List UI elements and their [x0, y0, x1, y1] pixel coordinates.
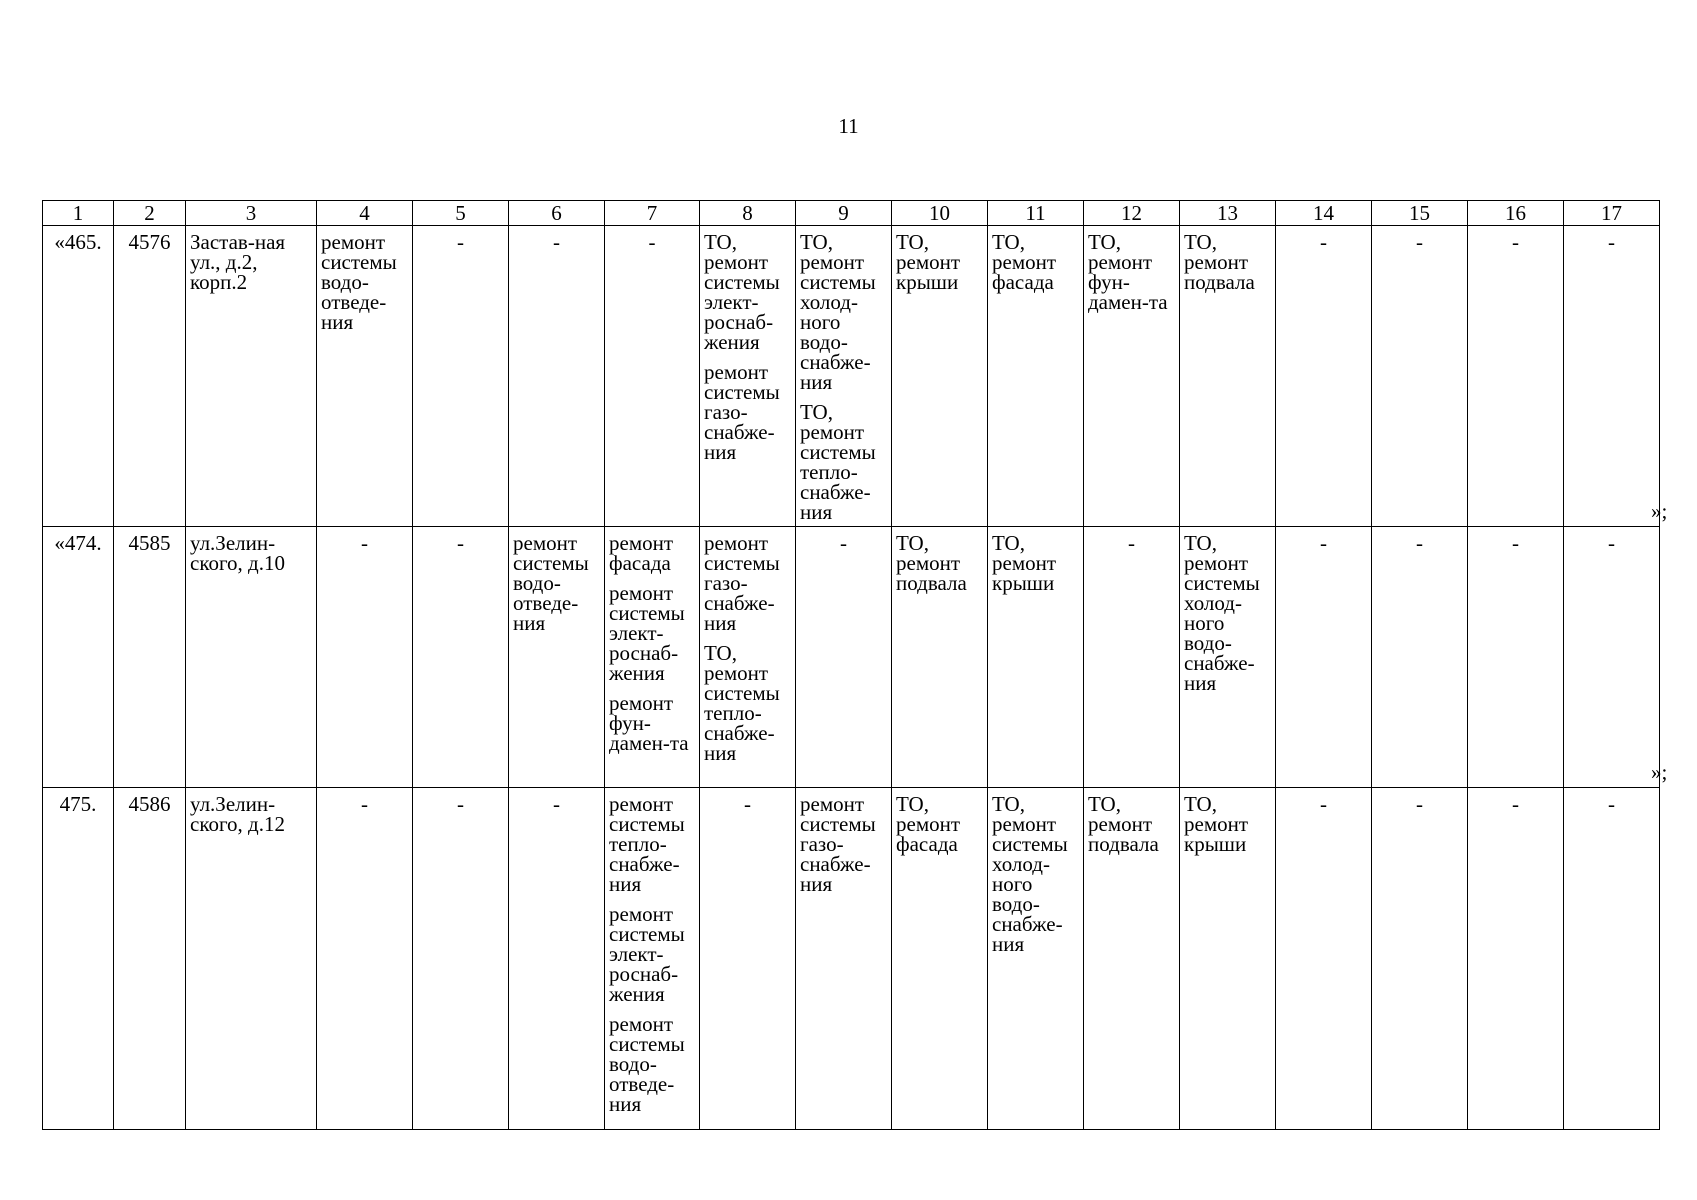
cell-text: ремонт системы водо-отведе-ния	[321, 230, 397, 334]
column-number-header: 3	[186, 201, 317, 226]
table-cell	[700, 788, 796, 1130]
table-cell	[892, 788, 988, 1130]
table-cell	[1084, 788, 1180, 1130]
table-row	[43, 788, 1660, 1130]
cell-text: ремонт фасада	[609, 531, 674, 575]
cell-text: -	[1320, 792, 1327, 816]
cell-text: -	[1512, 792, 1519, 816]
cell-text: -	[840, 531, 847, 555]
table-cell	[114, 226, 186, 527]
table-cell	[186, 788, 317, 1130]
table-cell	[1180, 226, 1276, 527]
cell-text: ремонт системы тепло-снабже-ния	[609, 792, 685, 896]
table-cell	[988, 226, 1084, 527]
table-cell	[700, 527, 796, 788]
table-cell	[892, 527, 988, 788]
cell-text: -	[1512, 531, 1519, 555]
table-cell	[1564, 226, 1660, 527]
cell-text: -	[1128, 531, 1135, 555]
cell-text: -	[1416, 792, 1423, 816]
table-row	[43, 527, 1660, 788]
table-cell	[1468, 226, 1564, 527]
cell-text: ТО, ремонт системы холод-ного водо-снабже-ния	[800, 230, 876, 394]
cell-text: ТО, ремонт фасада	[992, 230, 1057, 294]
cell-text: 475.	[59, 792, 97, 816]
cell-text: -	[1416, 531, 1423, 555]
cell-text: ТО, ремонт системы тепло-снабже-ния	[704, 641, 780, 765]
cell-text: ул.Зелин-ского, д.12	[190, 792, 285, 836]
table-cell	[988, 788, 1084, 1130]
column-number-header: 14	[1276, 201, 1372, 226]
cell-text: -	[361, 792, 368, 816]
column-number-header: 9	[796, 201, 892, 226]
cell-text: ТО, ремонт фасада	[896, 792, 961, 856]
table-cell	[796, 226, 892, 527]
cell-text: ТО, ремонт подвала	[896, 531, 967, 595]
cell-text: 4586	[128, 792, 171, 816]
table-cell	[317, 788, 413, 1130]
page-number: 11	[838, 114, 859, 138]
table-cell	[509, 226, 605, 527]
table-cell	[1084, 226, 1180, 527]
table-cell	[317, 527, 413, 788]
cell-text: -	[1320, 531, 1327, 555]
cell-text: ТО, ремонт крыши	[1184, 792, 1249, 856]
cell-text: -	[1416, 230, 1423, 254]
cell-text: Застав-ная ул., д.2, корп.2	[190, 230, 286, 294]
table-cell	[1468, 788, 1564, 1130]
table-row	[43, 226, 1660, 527]
cell-text: ремонт системы газо-снабже-ния	[704, 531, 780, 635]
closing-quote-mark: »;	[1651, 499, 1668, 523]
cell-text: ул.Зелин-ского, д.10	[190, 531, 285, 575]
table-cell	[43, 788, 114, 1130]
column-number-header: 7	[605, 201, 700, 226]
cell-text: -	[1608, 792, 1615, 816]
table-cell	[114, 527, 186, 788]
column-number-header: 10	[892, 201, 988, 226]
cell-text: ремонт системы водо-отведе-ния	[609, 1012, 685, 1116]
cell-text: -	[361, 531, 368, 555]
cell-text: ремонт системы газо-снабже-ния	[800, 792, 876, 896]
table-cell	[1084, 527, 1180, 788]
cell-text: -	[457, 531, 464, 555]
cell-text: -	[1512, 230, 1519, 254]
column-number-header: 8	[700, 201, 796, 226]
cell-text: ТО, ремонт системы холод-ного водо-снабже-ния	[992, 792, 1068, 956]
cell-text: -	[553, 792, 560, 816]
table-cell	[605, 788, 700, 1130]
cell-text: ремонт системы газо-снабже-ния	[704, 360, 780, 464]
table-cell	[1564, 788, 1660, 1130]
cell-text: -	[1608, 531, 1615, 555]
table-cell	[1180, 788, 1276, 1130]
column-number-header: 4	[317, 201, 413, 226]
table-cell	[1372, 226, 1468, 527]
table-cell	[988, 527, 1084, 788]
table-cell	[605, 527, 700, 788]
column-number-header: 13	[1180, 201, 1276, 226]
repair-schedule-table	[42, 200, 1660, 1130]
cell-text: -	[1320, 230, 1327, 254]
table-cell	[1564, 527, 1660, 788]
cell-text: ремонт системы элект-роснаб-жения	[609, 581, 685, 685]
column-number-header: 11	[988, 201, 1084, 226]
cell-text: -	[744, 792, 751, 816]
cell-text: ремонт системы водо-отведе-ния	[513, 531, 589, 635]
column-number-header: 12	[1084, 201, 1180, 226]
cell-text: ТО, ремонт фун-дамен-та	[1088, 230, 1168, 314]
table-cell	[1372, 788, 1468, 1130]
table-cell	[413, 226, 509, 527]
cell-text: ремонт системы элект-роснаб-жения	[609, 902, 685, 1006]
table-cell	[1276, 226, 1372, 527]
table-cell	[1372, 527, 1468, 788]
table-cell	[892, 226, 988, 527]
cell-text: «465.	[54, 230, 102, 254]
table-cell	[114, 788, 186, 1130]
cell-text: -	[648, 230, 656, 254]
table-cell	[43, 527, 114, 788]
table-cell	[1276, 788, 1372, 1130]
table-cell	[1468, 527, 1564, 788]
table-cell	[413, 788, 509, 1130]
column-number-header: 15	[1372, 201, 1468, 226]
table-cell	[605, 226, 700, 527]
column-number-header: 5	[413, 201, 509, 226]
closing-quote-mark: »;	[1651, 760, 1668, 784]
cell-text: ТО, ремонт крыши	[896, 230, 961, 294]
column-number-row	[43, 201, 1660, 226]
table-cell	[509, 527, 605, 788]
table-cell	[796, 527, 892, 788]
table-cell	[509, 788, 605, 1130]
cell-text: ТО, ремонт системы тепло-снабже-ния	[800, 400, 876, 524]
cell-text: «474.	[54, 531, 102, 555]
cell-text: ТО, ремонт крыши	[992, 531, 1057, 595]
cell-text: ремонт фун-дамен-та	[609, 691, 689, 755]
table-cell	[317, 226, 413, 527]
table-cell	[43, 226, 114, 527]
table-cell	[1180, 527, 1276, 788]
table-cell	[186, 527, 317, 788]
column-number-header: 2	[114, 201, 186, 226]
cell-text: 4585	[128, 531, 171, 555]
cell-text: ТО, ремонт системы элект-роснаб-жения	[704, 230, 780, 354]
column-number-header: 1	[43, 201, 114, 226]
cell-text: ТО, ремонт подвала	[1088, 792, 1159, 856]
cell-text: -	[457, 792, 464, 816]
column-number-header: 16	[1468, 201, 1564, 226]
table-cell	[700, 226, 796, 527]
column-number-header: 6	[509, 201, 605, 226]
cell-text: -	[1608, 230, 1615, 254]
cell-text: -	[457, 230, 464, 254]
column-number-header: 17	[1564, 201, 1660, 226]
cell-text: 4576	[128, 230, 171, 254]
cell-text: ТО, ремонт системы холод-ного водо-снабже-ния	[1184, 531, 1260, 695]
table-cell	[1276, 527, 1372, 788]
cell-text: -	[553, 230, 560, 254]
table-cell	[186, 226, 317, 527]
table-cell	[413, 527, 509, 788]
table-cell	[796, 788, 892, 1130]
cell-text: ТО, ремонт подвала	[1184, 230, 1255, 294]
